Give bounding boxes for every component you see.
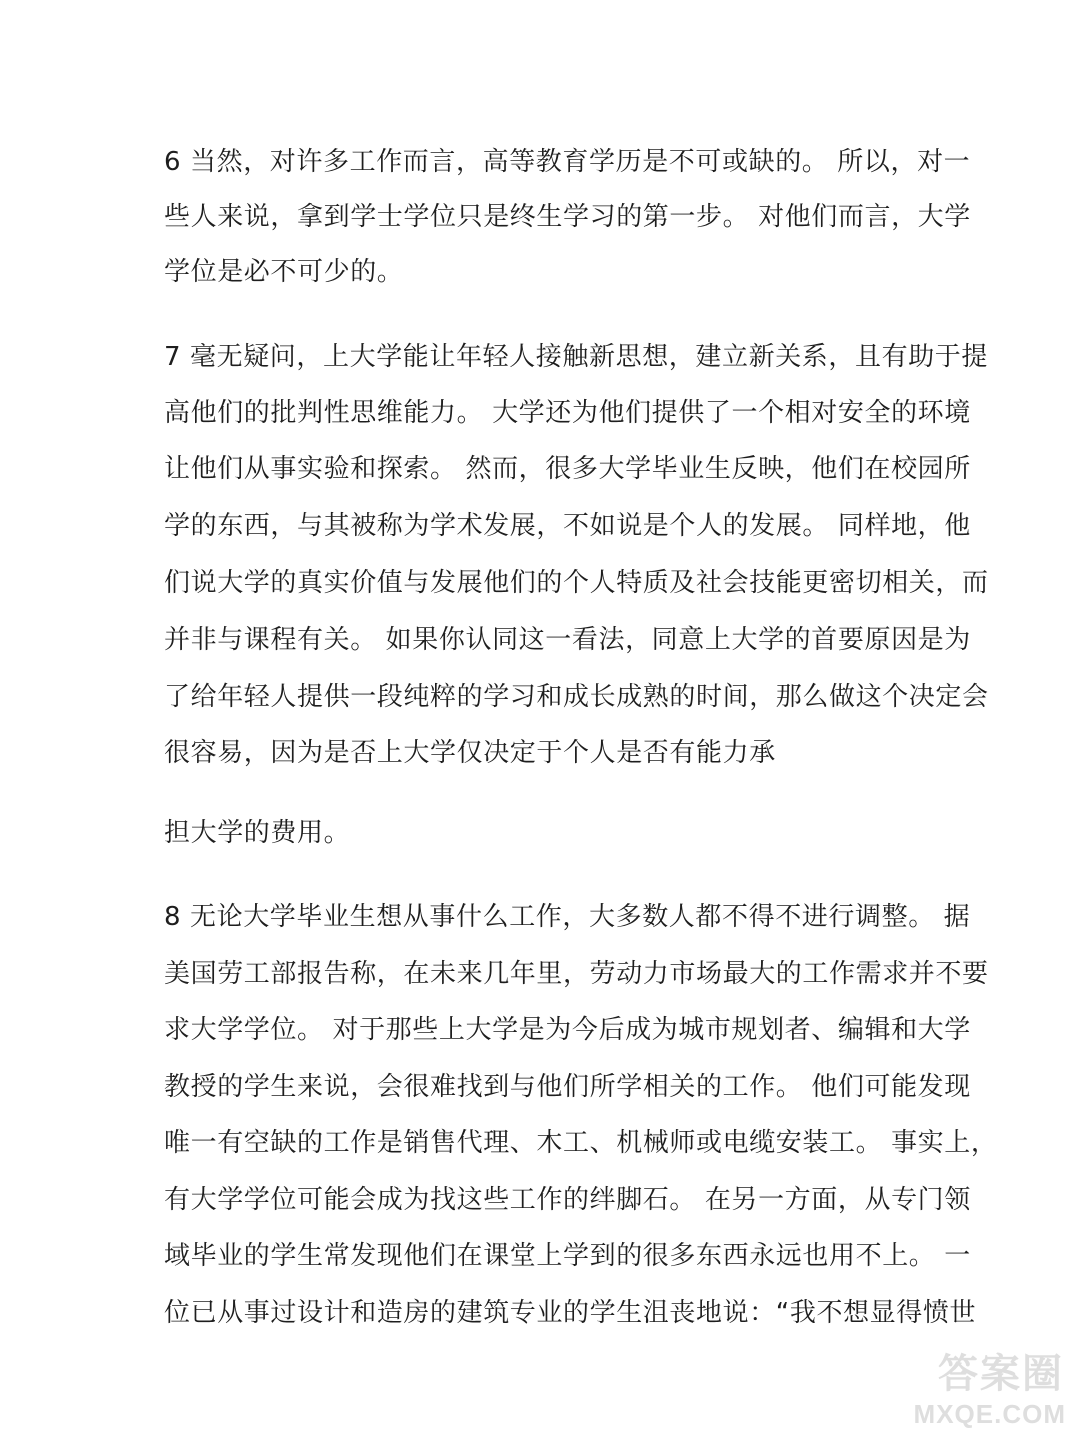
paragraph-8-line-2: 美国劳工部报告称，在未来几年里，劳动力市场最大的工作需求并不要 — [164, 959, 989, 989]
paragraph-7-line-4: 学的东西，与其被称为学术发展，不如说是个人的发展。 同样地，他 — [164, 511, 971, 541]
watermark-site-text: MXQE.COM — [913, 1399, 1066, 1429]
paragraph-6-line-2: 些人来说，拿到学士学位只是终生学习的第一步。 对他们而言，大学 — [164, 202, 971, 232]
paragraph-6-line-1: 6 当然，对许多工作而言，高等教育学历是不可或缺的。 所以，对一 — [164, 147, 971, 177]
site-watermark — [876, 1342, 1066, 1430]
paragraph-7-line-6: 并非与课程有关。 如果你认同这一看法，同意上大学的首要原因是为 — [164, 625, 971, 655]
paragraph-8-line-5: 唯一有空缺的工作是销售代理、木工、机械师或电缆安装工。 事实上， — [164, 1128, 998, 1158]
paragraph-8-line-6: 有大学学位可能会成为找这些工作的绊脚石。 在另一方面，从专门领 — [164, 1185, 971, 1215]
paragraph-8-line-3: 求大学学位。 对于那些上大学是为今后成为城市规划者、编辑和大学 — [164, 1015, 971, 1045]
paragraph-8-line-8: 位已从事过设计和造房的建筑专业的学生沮丧地说：“我不想显得愤世 — [164, 1298, 977, 1328]
watermark-logo: 答案圈 — [938, 1351, 1064, 1397]
paragraph-7-line-1: 7 毫无疑问，上大学能让年轻人接触新思想，建立新关系，且有助于提 — [164, 342, 989, 372]
paragraph-7-line-3: 让他们从事实验和探索。 然而，很多大学毕业生反映，他们在校园所 — [164, 454, 971, 484]
paragraph-8-line-1: 8 无论大学毕业生想从事什么工作，大多数人都不得不进行调整。 据 — [164, 902, 971, 932]
paragraph-8-line-4: 教授的学生来说，会很难找到与他们所学相关的工作。 他们可能发现 — [164, 1072, 971, 1102]
paragraph-7-line-5: 们说大学的真实价值与发展他们的个人特质及社会技能更密切相关，而 — [164, 568, 989, 598]
paragraph-7-line-7: 了给年轻人提供一段纯粹的学习和成长成熟的时间，那么做这个决定会 — [164, 682, 989, 712]
paragraph-7-line-2: 高他们的批判性思维能力。 大学还为他们提供了一个相对安全的环境 — [164, 398, 971, 428]
paragraph-continuation-line: 担大学的费用。 — [164, 818, 351, 848]
paragraph-8-line-7: 域毕业的学生常发现他们在课堂上学到的很多东西永远也用不上。 一 — [164, 1241, 971, 1271]
paragraph-6-line-3: 学位是必不可少的。 — [164, 257, 404, 287]
paragraph-7-line-8: 很容易，因为是否上大学仅决定于个人是否有能力承 — [164, 738, 776, 768]
